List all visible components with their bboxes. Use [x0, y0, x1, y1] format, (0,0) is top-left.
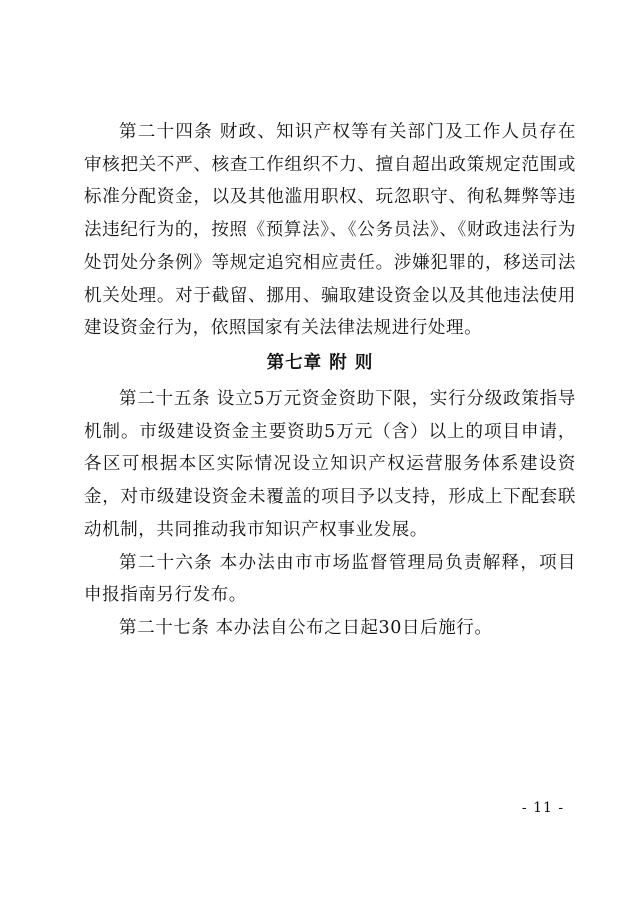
article-block-25-27	[84, 383, 576, 645]
article-26-paragraph: 第二十六条 本办法由市市场监督管理局负责解释，项目申报指南另行发布。	[84, 552, 576, 606]
article-25-paragraph: 第二十五条 设立5万元资金资助下限，实行分级政策指导机制。市级建设资金主要资助5万元（含）以上的项目申请，各区可根据本区实际情况设立知识产权运营服务体系建设资金，对市级建设资金未覆盖的项目予以支持，形成上下配套联动机制，共同推动我市知识产权事业发展。	[84, 389, 576, 540]
article-24-paragraph: 第二十四条 财政、知识产权等有关部门及工作人员存在审核把关不严、核查工作组织不力、擅自超出政策规定范围或标准分配资金，以及其他滥用职权、玩忽职守、徇私舞弊等违法违纪行为的，按照《预算法》、《公务员法》、《财政违法行为处罚处分条例》等规定追究相应责任。涉嫌犯罪的，移送司法机关处理。对于截留、挪用、骗取建设资金以及其他违法使用建设资金行为，依照国家有关法律法规进行处理。	[84, 122, 576, 339]
page-number: - 11 -	[521, 800, 565, 816]
article-27-paragraph: 第二十七条 本办法自公布之日起30日后施行。	[119, 617, 493, 638]
article-block-24	[84, 116, 576, 345]
chapter-title: 第七章 附 则	[266, 353, 374, 373]
